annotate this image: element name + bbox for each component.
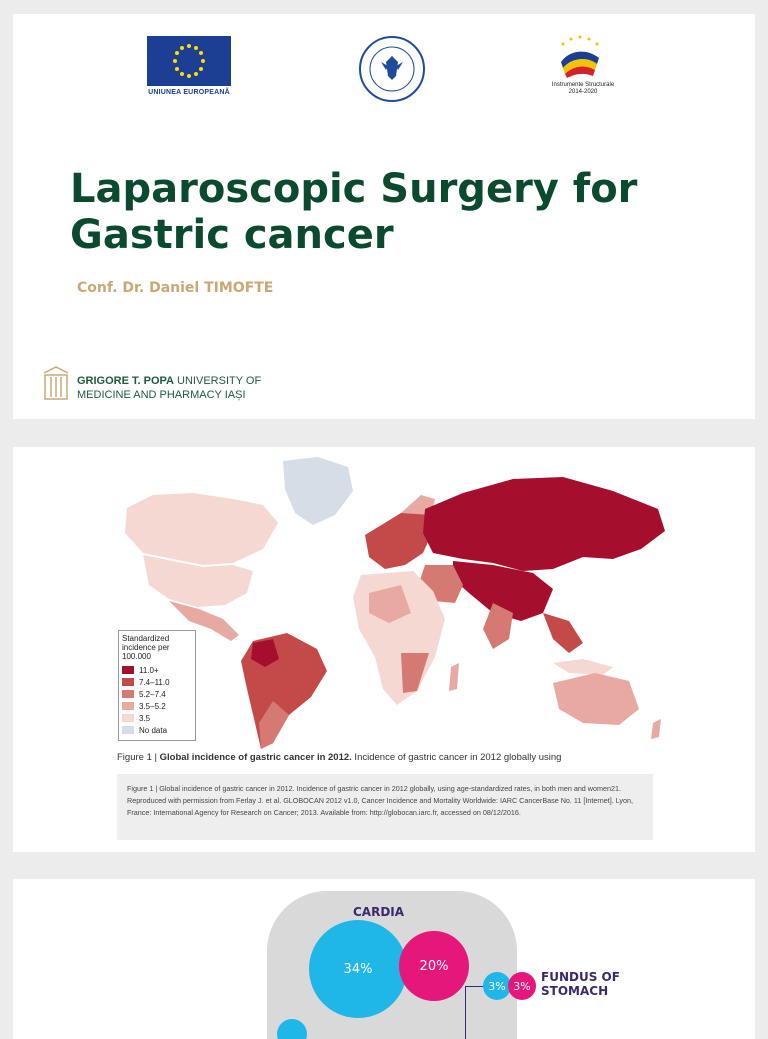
legend-label: 7.4–11.0 [139, 677, 170, 687]
university-name-rest: UNIVERSITY OF [173, 375, 262, 387]
structural-instruments-caption [533, 82, 633, 96]
figure-title: Global incidence of gastric cancer in 2012. [159, 752, 352, 763]
legend-row [122, 664, 192, 676]
legend-swatch [122, 702, 134, 710]
legend-swatch [122, 678, 134, 686]
map-legend [118, 630, 196, 741]
fundus-pink-bubble: 3% [508, 972, 536, 1000]
figure-title-rest: Incidence of gastric cancer in 2012 globally using [351, 752, 562, 763]
world-incidence-map [113, 453, 673, 753]
fundus-label-line1: FUNDUS OF [541, 970, 620, 984]
legend-label: 5.2–7.4 [139, 689, 166, 699]
cardia-blue-bubble: 34% [309, 920, 407, 1018]
legend-swatch [122, 666, 134, 674]
legend-label: 11.0+ [139, 665, 159, 675]
title-slide [13, 14, 755, 419]
legend-row [122, 676, 192, 688]
university-name-bold: GRIGORE T. POPA [77, 375, 174, 387]
is-caption-line2: 2014-2020 [568, 89, 598, 95]
figure-title-line [117, 752, 597, 764]
legend-swatch [122, 714, 134, 722]
fundus-label-line2: STOMACH [541, 984, 609, 998]
legend-title: Standardized incidence per 100.000 [122, 634, 170, 661]
legend-swatch [122, 726, 134, 734]
fundus-blue-bubble: 3% [483, 972, 511, 1000]
fundus-connector [465, 986, 484, 1039]
eu-logo-caption: UNIUNEA EUROPEANĂ [148, 89, 230, 96]
cardia-label: CARDIA [353, 905, 405, 919]
legend-row [122, 700, 192, 712]
is-caption-line1: Instrumente Structurale [551, 82, 615, 88]
figure-label: Figure 1 | [117, 752, 157, 763]
romanian-government-seal [359, 36, 425, 102]
legend-row [122, 688, 192, 700]
fundus-label [541, 970, 620, 998]
tumor-site-slide [13, 879, 755, 1039]
legend-row [122, 724, 192, 736]
cardia-pink-bubble: 20% [399, 931, 469, 1001]
university-name [77, 374, 261, 402]
legend-row [122, 712, 192, 724]
university-name-line2: MEDICINE AND PHARMACY IAȘI [77, 389, 246, 401]
university-crest-icon [41, 365, 71, 403]
legend-label: No data [139, 725, 168, 735]
structural-instruments-logo [553, 34, 605, 78]
author-name: Conf. Dr. Daniel TIMOFTE [77, 280, 274, 296]
figure-caption: Figure 1 | Global incidence of gastric cancer in 2012. Incidence of gastric cancer in 2012 globally, using age-standardized rates, in both men and women21. Reproduced with permission from Ferlay J. et al. GLOBOCAN 2012 v1.0, Cancer Incidence and Mortality Worldwide: IARC CancerBase No. 11 [Internet]. Lyon, France: International Agency for Research on Cancer; 2013. Available from: http://globocan.iarc.fr, accessed on 08/12/2016. [117, 774, 653, 840]
incidence-map-slide [13, 447, 755, 852]
legend-label: 3.5–5.2 [139, 701, 166, 711]
legend-label: 3.5 [139, 713, 151, 723]
eu-flag-logo [147, 36, 231, 86]
presentation-title: Laparoscopic Surgery for Gastric cancer [70, 166, 638, 258]
legend-swatch [122, 690, 134, 698]
